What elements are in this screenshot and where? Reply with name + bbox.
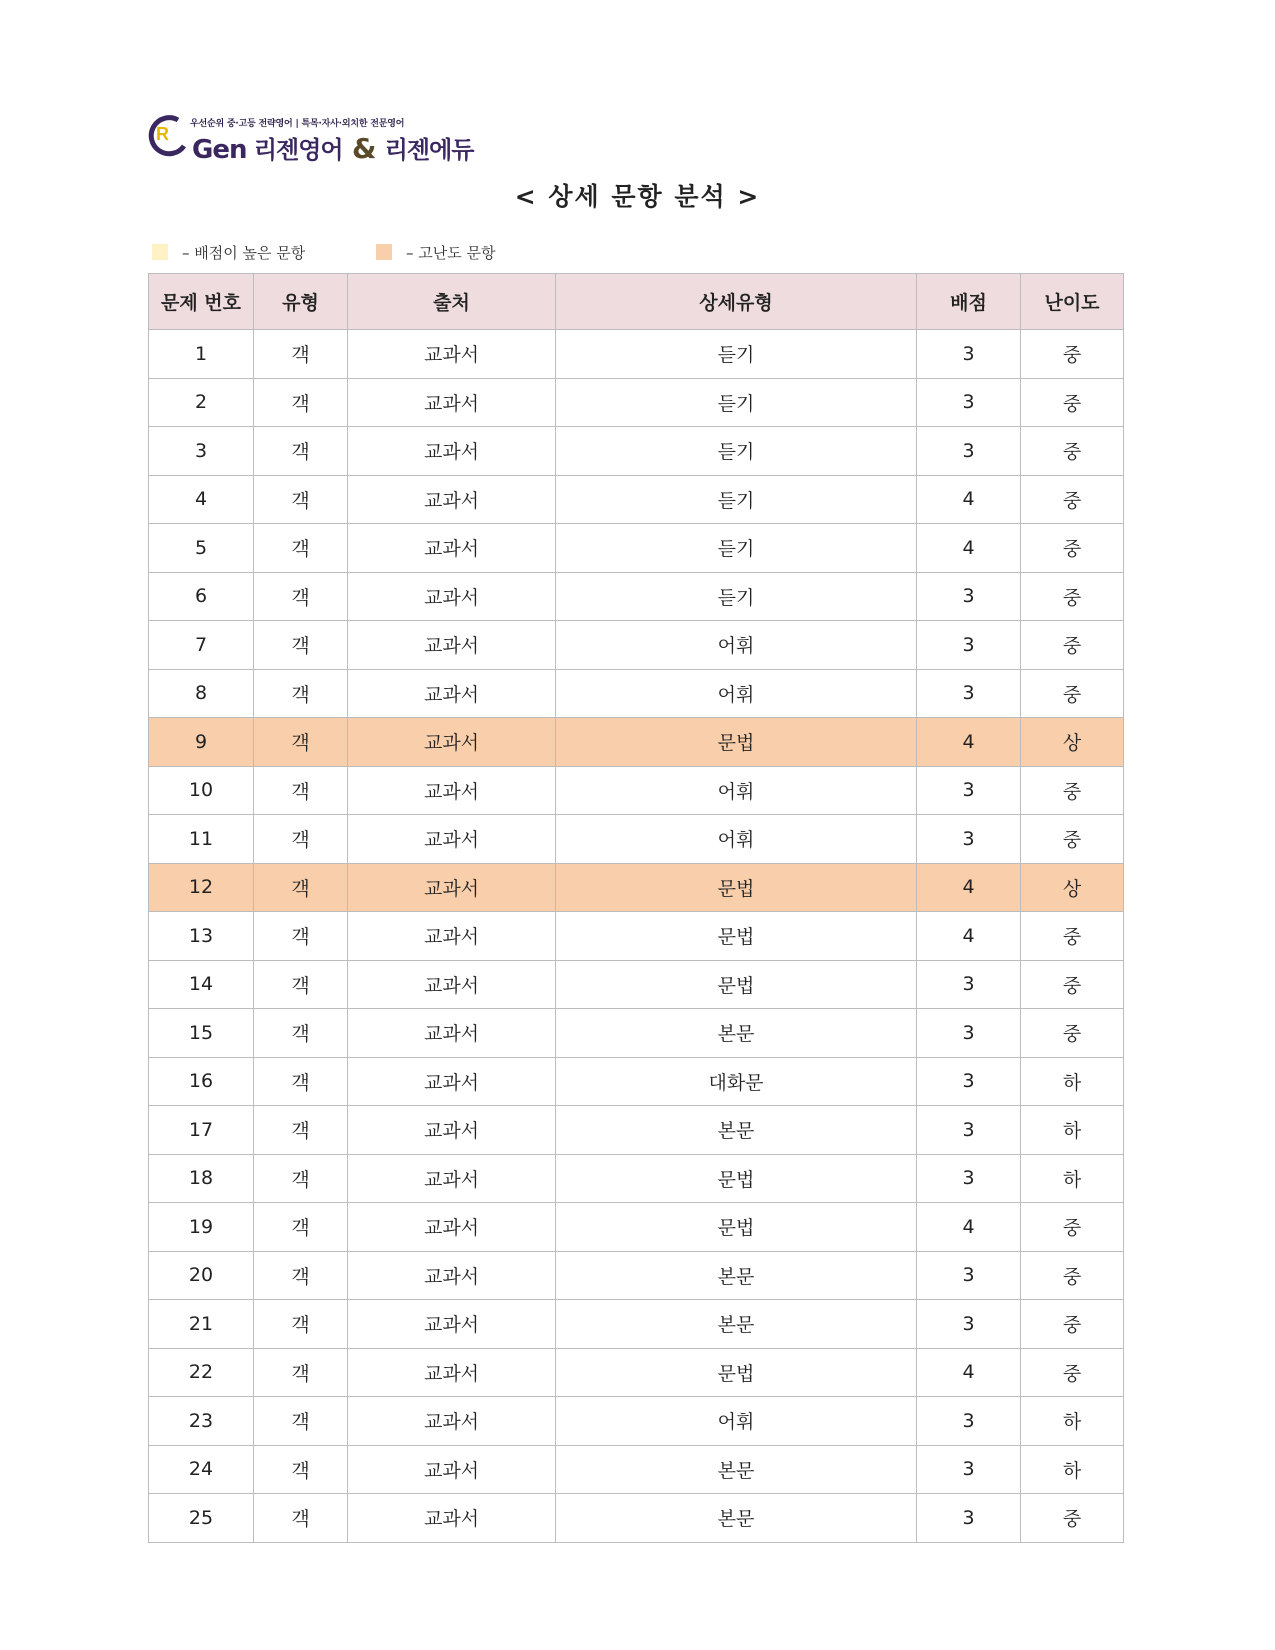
logo-brand-gen: Gen [192,135,247,165]
cell-question-number: 15 [149,1009,254,1058]
cell-detail-type: 듣기 [556,427,917,476]
header-question-number: 문제 번호 [149,274,254,330]
cell-source: 교과서 [348,1445,556,1494]
cell-detail-type: 본문 [556,1251,917,1300]
cell-type: 객 [254,475,348,524]
table-row [149,863,1124,912]
cell-type: 객 [254,1300,348,1349]
cell-question-number: 4 [149,475,254,524]
cell-type: 객 [254,1057,348,1106]
cell-source: 교과서 [348,1348,556,1397]
cell-type: 객 [254,1445,348,1494]
cell-question-number: 23 [149,1397,254,1446]
cell-score: 3 [917,1154,1021,1203]
cell-score: 3 [917,669,1021,718]
cell-source: 교과서 [348,1203,556,1252]
cell-type: 객 [254,718,348,767]
cell-difficulty: 중 [1021,912,1124,961]
cell-detail-type: 문법 [556,1203,917,1252]
cell-question-number: 21 [149,1300,254,1349]
table-row [149,1009,1124,1058]
cell-difficulty: 중 [1021,1203,1124,1252]
table-row [149,1154,1124,1203]
cell-score: 3 [917,378,1021,427]
cell-source: 교과서 [348,815,556,864]
cell-difficulty: 상 [1021,863,1124,912]
cell-difficulty: 하 [1021,1106,1124,1155]
cell-score: 3 [917,330,1021,379]
cell-detail-type: 어휘 [556,766,917,815]
cell-detail-type: 본문 [556,1106,917,1155]
cell-detail-type: 대화문 [556,1057,917,1106]
cell-score: 3 [917,815,1021,864]
cell-type: 객 [254,766,348,815]
cell-difficulty: 하 [1021,1057,1124,1106]
logo-brand-name2: 리젠에듀 [384,136,474,164]
cell-score: 3 [917,960,1021,1009]
legend-high-difficulty [376,242,496,262]
cell-difficulty: 하 [1021,1154,1124,1203]
table-row [149,1203,1124,1252]
cell-type: 객 [254,912,348,961]
table-row [149,669,1124,718]
cell-source: 교과서 [348,1494,556,1543]
brand-logo [148,110,474,166]
cell-source: 교과서 [348,1251,556,1300]
cell-question-number: 3 [149,427,254,476]
cell-detail-type: 본문 [556,1300,917,1349]
page-title: < 상세 문항 분석 > [514,182,761,211]
cell-score: 3 [917,572,1021,621]
cell-detail-type: 듣기 [556,475,917,524]
cell-detail-type: 듣기 [556,378,917,427]
cell-difficulty: 중 [1021,960,1124,1009]
legend-high-score-label: – 배점이 높은 문항 [182,243,306,262]
cell-question-number: 17 [149,1106,254,1155]
cell-type: 객 [254,330,348,379]
cell-source: 교과서 [348,960,556,1009]
cell-detail-type: 본문 [556,1494,917,1543]
header-difficulty: 난이도 [1021,274,1124,330]
cell-source: 교과서 [348,378,556,427]
cell-question-number: 5 [149,524,254,573]
cell-difficulty: 중 [1021,1494,1124,1543]
cell-source: 교과서 [348,1397,556,1446]
cell-score: 4 [917,912,1021,961]
cell-type: 객 [254,1106,348,1155]
cell-source: 교과서 [348,766,556,815]
cell-source: 교과서 [348,718,556,767]
table-row [149,1348,1124,1397]
table-row [149,1251,1124,1300]
cell-source: 교과서 [348,572,556,621]
cell-type: 객 [254,1251,348,1300]
cell-score: 3 [917,1251,1021,1300]
cell-question-number: 10 [149,766,254,815]
cell-type: 객 [254,524,348,573]
table-row [149,766,1124,815]
cell-type: 객 [254,378,348,427]
logo-brand-name1: 리젠영어 [253,136,343,164]
cell-difficulty: 중 [1021,1251,1124,1300]
cell-source: 교과서 [348,1300,556,1349]
cell-score: 3 [917,1300,1021,1349]
cell-detail-type: 본문 [556,1445,917,1494]
header-detail-type: 상세유형 [556,274,917,330]
cell-question-number: 7 [149,621,254,670]
table-row [149,330,1124,379]
cell-score: 4 [917,1203,1021,1252]
cell-score: 3 [917,1057,1021,1106]
cell-difficulty: 중 [1021,1348,1124,1397]
logo-mark-icon [148,112,192,160]
cell-type: 객 [254,960,348,1009]
cell-type: 객 [254,1494,348,1543]
cell-source: 교과서 [348,912,556,961]
table-row [149,1494,1124,1543]
table-row [149,524,1124,573]
logo-mark-letter: R [156,124,169,144]
cell-question-number: 25 [149,1494,254,1543]
cell-type: 객 [254,669,348,718]
cell-type: 객 [254,1154,348,1203]
question-analysis-table [148,273,1124,1543]
cell-score: 4 [917,475,1021,524]
table-row [149,718,1124,767]
cell-difficulty: 중 [1021,572,1124,621]
cell-source: 교과서 [348,1106,556,1155]
cell-question-number: 13 [149,912,254,961]
cell-detail-type: 듣기 [556,524,917,573]
legend-high-difficulty-swatch [376,244,392,260]
legend-high-score [152,242,305,262]
cell-question-number: 11 [149,815,254,864]
cell-score: 3 [917,1397,1021,1446]
cell-difficulty: 상 [1021,718,1124,767]
cell-question-number: 19 [149,1203,254,1252]
cell-question-number: 16 [149,1057,254,1106]
table-row [149,1106,1124,1155]
table-row [149,815,1124,864]
cell-type: 객 [254,1397,348,1446]
header-type: 유형 [254,274,348,330]
cell-question-number: 12 [149,863,254,912]
cell-source: 교과서 [348,427,556,476]
logo-tagline: 우선순위 중·고등 전략영어 | 특목·자사·외치한 전문영어 [190,119,405,129]
table-row [149,1057,1124,1106]
table-row [149,427,1124,476]
cell-source: 교과서 [348,621,556,670]
cell-question-number: 1 [149,330,254,379]
cell-type: 객 [254,1203,348,1252]
cell-score: 4 [917,524,1021,573]
cell-question-number: 20 [149,1251,254,1300]
cell-detail-type: 문법 [556,1154,917,1203]
header-score: 배점 [917,274,1021,330]
cell-source: 교과서 [348,1009,556,1058]
cell-difficulty: 중 [1021,815,1124,864]
cell-detail-type: 문법 [556,960,917,1009]
cell-question-number: 9 [149,718,254,767]
cell-type: 객 [254,621,348,670]
cell-type: 객 [254,863,348,912]
cell-question-number: 22 [149,1348,254,1397]
cell-score: 3 [917,1445,1021,1494]
table-row [149,621,1124,670]
cell-difficulty: 중 [1021,378,1124,427]
cell-detail-type: 본문 [556,1009,917,1058]
cell-difficulty: 중 [1021,427,1124,476]
cell-detail-type: 어휘 [556,815,917,864]
cell-score: 3 [917,1494,1021,1543]
cell-score: 3 [917,427,1021,476]
cell-question-number: 14 [149,960,254,1009]
table-row [149,572,1124,621]
table-row [149,912,1124,961]
cell-type: 객 [254,572,348,621]
cell-type: 객 [254,427,348,476]
cell-difficulty: 중 [1021,475,1124,524]
cell-score: 3 [917,621,1021,670]
cell-detail-type: 문법 [556,718,917,767]
cell-question-number: 2 [149,378,254,427]
table-row [149,378,1124,427]
cell-detail-type: 어휘 [556,1397,917,1446]
table-body [149,330,1124,1543]
cell-difficulty: 중 [1021,621,1124,670]
table-header-row [149,274,1124,330]
table-row [149,960,1124,1009]
cell-detail-type: 문법 [556,912,917,961]
table-row [149,1300,1124,1349]
cell-question-number: 8 [149,669,254,718]
cell-source: 교과서 [348,330,556,379]
cell-detail-type: 듣기 [556,572,917,621]
table-row [149,475,1124,524]
legend-high-difficulty-label: – 고난도 문항 [406,243,496,262]
header-source: 출처 [348,274,556,330]
cell-difficulty: 중 [1021,669,1124,718]
cell-score: 4 [917,863,1021,912]
cell-detail-type: 문법 [556,1348,917,1397]
cell-type: 객 [254,815,348,864]
cell-score: 4 [917,1348,1021,1397]
cell-type: 객 [254,1009,348,1058]
table-row [149,1445,1124,1494]
cell-difficulty: 중 [1021,1300,1124,1349]
cell-source: 교과서 [348,1154,556,1203]
cell-score: 3 [917,1106,1021,1155]
table-row [149,1397,1124,1446]
cell-difficulty: 중 [1021,766,1124,815]
cell-difficulty: 중 [1021,330,1124,379]
logo-brand-text [192,130,473,165]
cell-question-number: 24 [149,1445,254,1494]
cell-score: 3 [917,766,1021,815]
cell-difficulty: 중 [1021,1009,1124,1058]
cell-difficulty: 하 [1021,1445,1124,1494]
cell-type: 객 [254,1348,348,1397]
cell-source: 교과서 [348,1057,556,1106]
legend-high-score-swatch [152,244,168,260]
cell-source: 교과서 [348,669,556,718]
cell-question-number: 18 [149,1154,254,1203]
cell-score: 3 [917,1009,1021,1058]
cell-detail-type: 어휘 [556,621,917,670]
cell-detail-type: 어휘 [556,669,917,718]
cell-difficulty: 하 [1021,1397,1124,1446]
cell-source: 교과서 [348,524,556,573]
logo-brand-amp: & [351,132,376,165]
cell-difficulty: 중 [1021,524,1124,573]
cell-detail-type: 문법 [556,863,917,912]
cell-source: 교과서 [348,863,556,912]
cell-score: 4 [917,718,1021,767]
cell-detail-type: 듣기 [556,330,917,379]
cell-question-number: 6 [149,572,254,621]
cell-source: 교과서 [348,475,556,524]
